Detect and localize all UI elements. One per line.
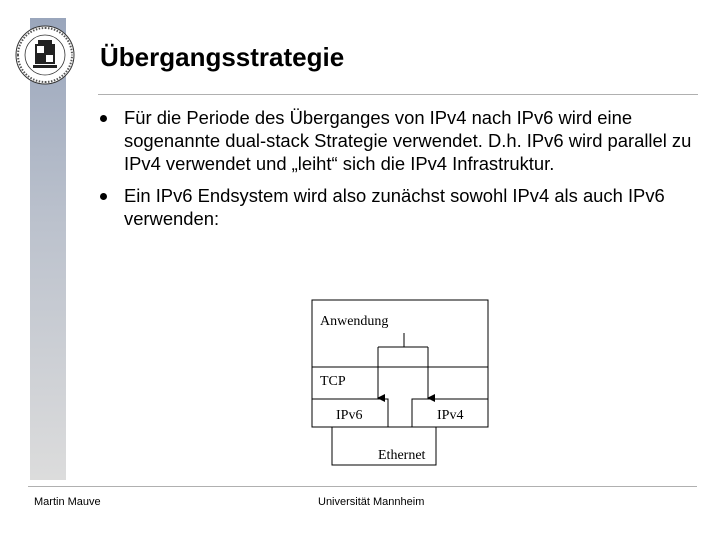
bullet-text: Für die Periode des Überganges von IPv4 nach IPv6 wird eine sogenannte dual-stack Strategie verwendet. D.h. IPv6 wird parallel zu IPv4 verwendet und „leiht“ sich die IPv4 Infrastruktur. (124, 107, 692, 174)
footer-divider (28, 486, 697, 487)
ipv4-label: IPv4 (437, 408, 464, 423)
slide-title: Übergangsstrategie (100, 42, 345, 72)
bullet-text: Ein IPv6 Endsystem wird also zunächst sowohl IPv4 als auch IPv6 verwenden: (124, 185, 665, 229)
tcp-layer-label: TCP (320, 374, 346, 389)
footer-institution: Universität Mannheim (318, 496, 425, 508)
ipv6-label: IPv6 (336, 408, 363, 423)
ethernet-label: Ethernet (378, 448, 426, 463)
application-layer-label: Anwendung (320, 314, 389, 329)
footer-author: Martin Mauve (34, 496, 101, 508)
